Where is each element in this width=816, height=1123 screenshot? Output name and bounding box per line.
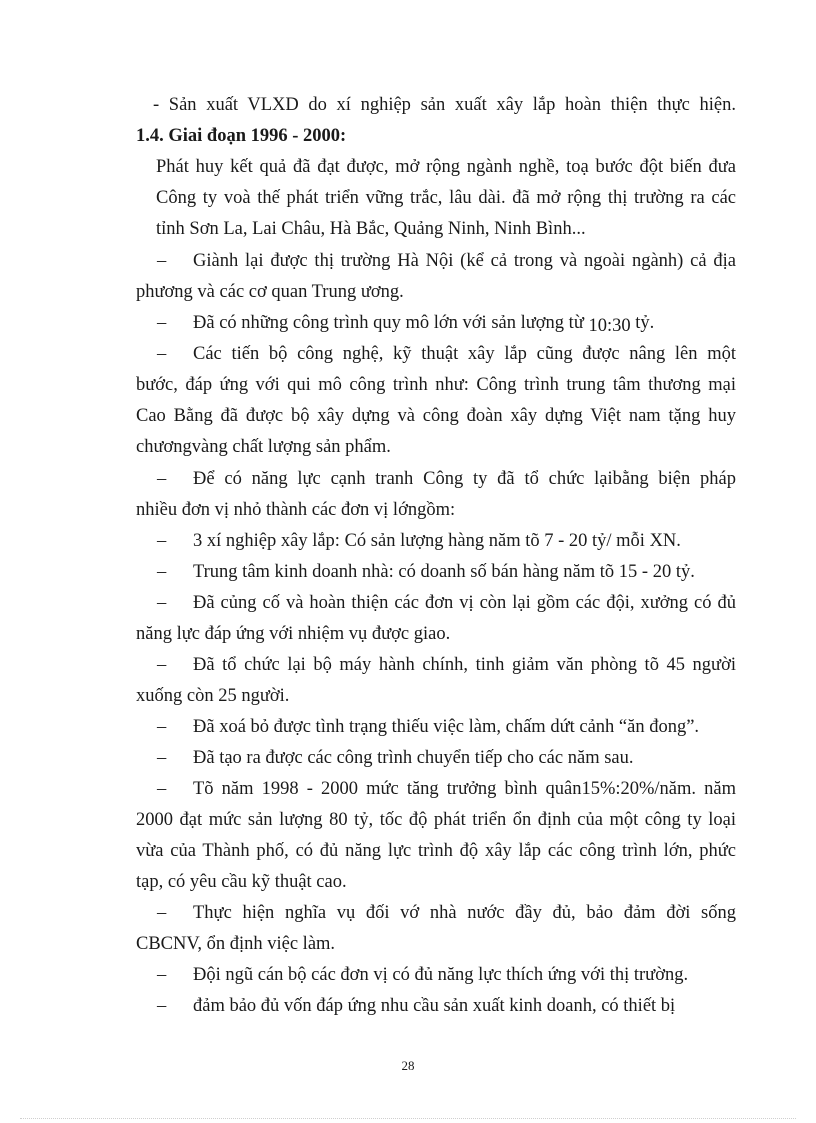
list-dash: – bbox=[157, 313, 167, 333]
list-item-line: Giành lại được thị trường Hà Nội (kể cả trong và ngoài ngành) cả địa bbox=[193, 251, 736, 271]
list-dash: – bbox=[157, 562, 167, 582]
paragraph-line: Công ty voà thế phát triển vững trắc, lâu dài. đã mở rộng thị trường ra các bbox=[156, 188, 736, 208]
paragraph-line: tỉnh Sơn La, Lai Châu, Hà Bắc, Quảng Ninh, Ninh Bình... bbox=[156, 219, 586, 239]
list-item-line: Đã tổ chức lại bộ máy hành chính, tinh giảm văn phòng tõ 45 người bbox=[193, 655, 736, 675]
list-item-line bbox=[193, 308, 736, 338]
list-item-line: tạp, có yêu cầu kỹ thuật cao. bbox=[136, 872, 347, 892]
list-item-line: Cao Bằng đã được bộ xây dựng và công đoàn xây dựng Việt nam tặng huy bbox=[136, 406, 736, 426]
list-dash: – bbox=[157, 655, 167, 675]
list-dash: – bbox=[157, 965, 167, 985]
list-item-line: đảm bảo đủ vốn đáp ứng nhu cầu sản xuất kinh doanh, có thiết bị bbox=[193, 996, 676, 1016]
list-item-text: Đã có những công trình quy mô lớn với sản lượng từ bbox=[193, 313, 584, 333]
section-heading: 1.4. Giai đoạn 1996 - 2000: bbox=[136, 126, 347, 146]
paragraph-line: Phát huy kết quả đã đạt được, mở rộng ngành nghề, toạ bước đột biến đưa bbox=[156, 157, 736, 177]
list-dash: – bbox=[157, 344, 167, 364]
list-dash: – bbox=[157, 593, 167, 613]
list-item-line: Đã xoá bỏ được tình trạng thiếu việc làm, chấm dứt cảnh “ăn đong”. bbox=[193, 717, 700, 737]
unit-text: tỷ. bbox=[635, 313, 655, 333]
list-item-line: Để có năng lực cạnh tranh Công ty đã tổ chức lạibằng biện pháp bbox=[193, 469, 736, 489]
list-dash: – bbox=[157, 779, 167, 799]
list-item-line: năng lực đáp ứng với nhiệm vụ được giao. bbox=[136, 624, 451, 644]
range-value: 10:30 bbox=[588, 316, 631, 336]
list-item-line: phương và các cơ quan Trung ương. bbox=[136, 282, 404, 302]
list-dash: – bbox=[157, 748, 167, 768]
list-dash: – bbox=[157, 903, 167, 923]
list-dash: – bbox=[157, 251, 167, 271]
list-dash: – bbox=[157, 531, 167, 551]
page-number: 28 bbox=[401, 1058, 415, 1073]
list-dash: – bbox=[157, 469, 167, 489]
list-item-line: Đã củng cố và hoàn thiện các đơn vị còn lại gồm các đội, xưởng có đủ bbox=[193, 593, 736, 613]
list-item-line: nhiều đơn vị nhỏ thành các đơn vị lớngồm: bbox=[136, 500, 456, 520]
page-bottom-divider bbox=[20, 1118, 796, 1119]
list-item-line: vừa của Thành phố, có đủ năng lực trình độ xây lắp các công trình lớn, phức bbox=[136, 841, 736, 861]
list-item-line: chươngvàng chất lượng sản phẩm. bbox=[136, 437, 391, 457]
list-item-line: Thực hiện nghĩa vụ đối vớ nhà nước đầy đủ, bảo đảm đời sống bbox=[193, 903, 736, 923]
list-item-line: Đội ngũ cán bộ các đơn vị có đủ năng lực thích ứng với thị trường. bbox=[193, 965, 689, 985]
list-item-line: bước, đáp ứng với qui mô công trình như: Công trình trung tâm thương mại bbox=[136, 375, 736, 395]
list-item-line: 3 xí nghiệp xây lắp: Có sản lượng hàng năm tõ 7 - 20 tỷ/ mỗi XN. bbox=[193, 531, 681, 551]
list-item-line: 2000 đạt mức sản lượng 80 tỷ, tốc độ phát triển ổn định của một công ty loại bbox=[136, 810, 736, 830]
list-item-line: Các tiến bộ công nghệ, kỹ thuật xây lắp cũng được nâng lên một bbox=[193, 344, 736, 364]
list-item-line: Đã tạo ra được các công trình chuyển tiếp cho các năm sau. bbox=[193, 748, 634, 768]
list-dash: – bbox=[157, 996, 167, 1016]
bullet-line: - Sản xuất VLXD do xí nghiệp sản xuất xây lắp hoàn thiện thực hiện. bbox=[153, 95, 736, 115]
list-item-line: CBCNV, ổn định việc làm. bbox=[136, 934, 336, 954]
list-item-line: xuống còn 25 người. bbox=[136, 686, 290, 706]
list-dash: – bbox=[157, 717, 167, 737]
list-item-line: Trung tâm kinh doanh nhà: có doanh số bán hàng năm tõ 15 - 20 tỷ. bbox=[193, 562, 695, 582]
list-item-line: Tõ năm 1998 - 2000 mức tăng trưởng bình quân15%:20%/năm. năm bbox=[193, 779, 736, 799]
